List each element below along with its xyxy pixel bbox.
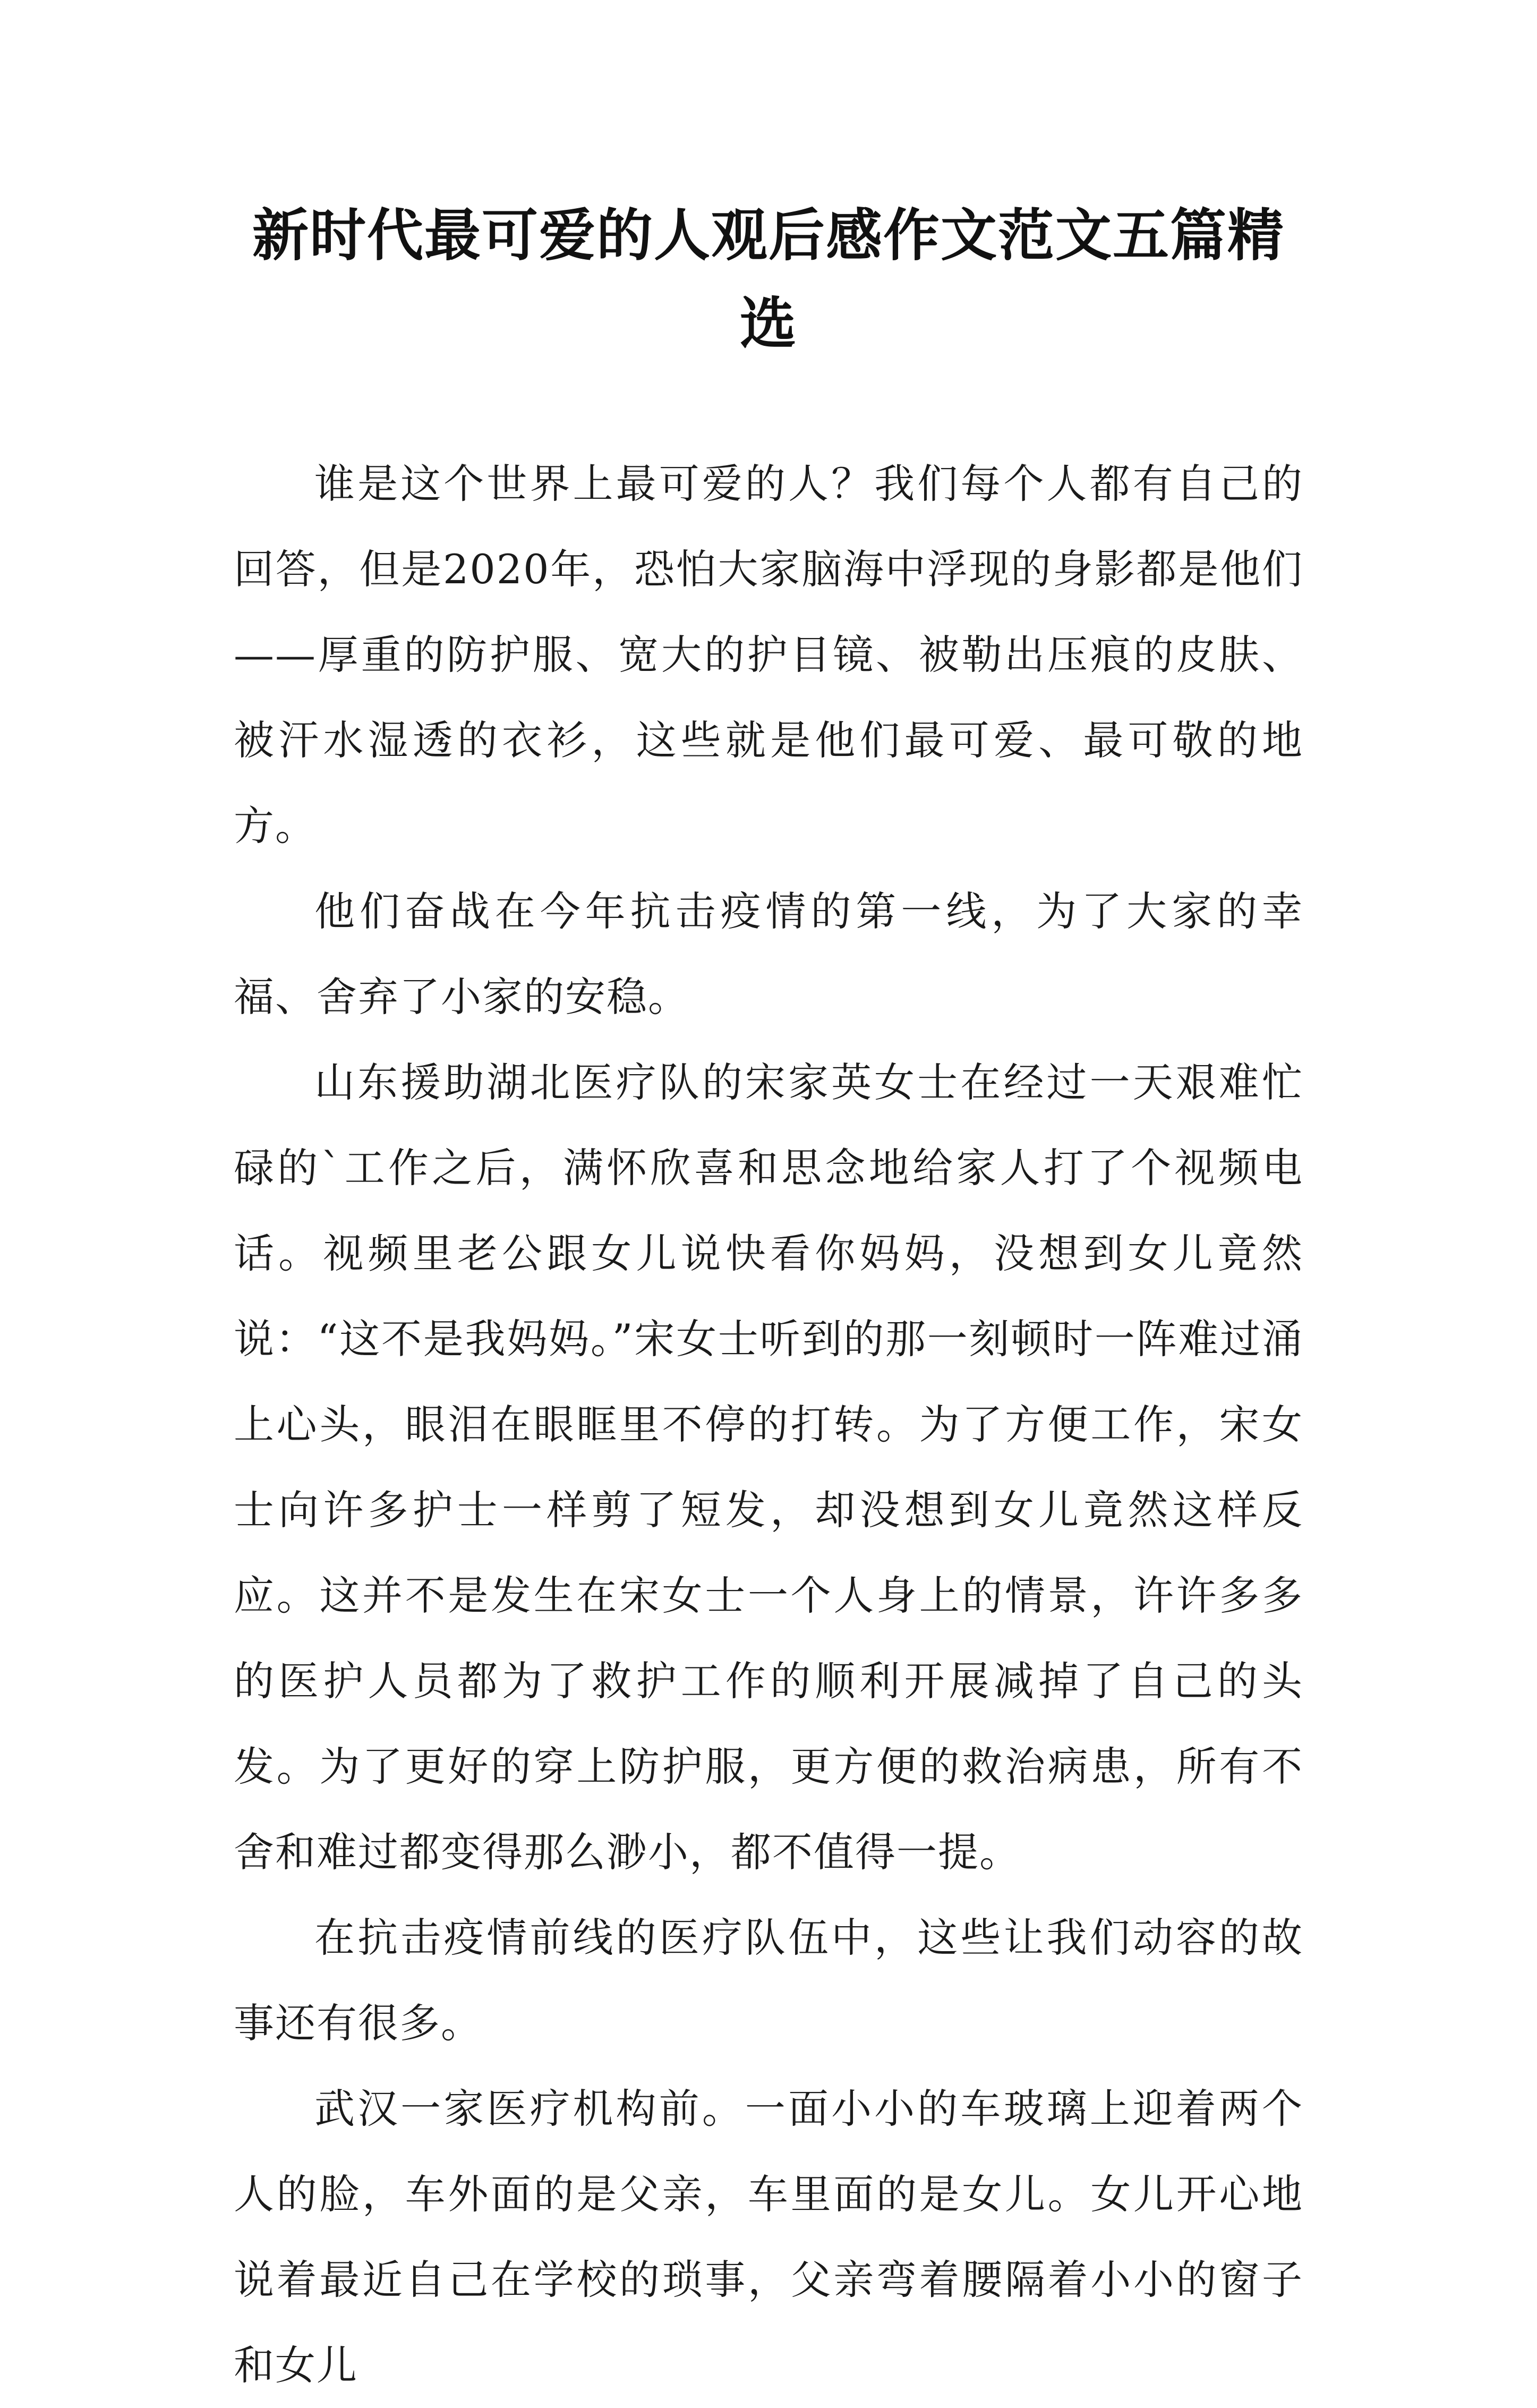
document-title: 新时代最可爱的人观后感作文范文五篇精选 — [252, 202, 1285, 356]
paragraph: 在抗击疫情前线的医疗队伍中，这些让我们动容的故事还有很多。 — [234, 1914, 1303, 2047]
paragraph: 武汉一家医疗机构前。一面小小的车玻璃上迎着两个人的脸，车外面的是父亲，车里面的是女儿。女儿开心地说着最近自己在学校的琐事，父亲弯着腰隔着小小的窗子和女儿 — [234, 2085, 1303, 2389]
paragraph: 谁是这个世界上最可爱的人？我们每个人都有自己的回答，但是2020年，恐怕大家脑海中浮现的身影都是他们——厚重的防护服、宽大的护目镜、被勒出压痕的皮肤、被汗水湿透的衣衫，这些就是他们最可爱、最可敬的地方。 — [234, 460, 1303, 849]
paragraph: 山东援助湖北医疗队的宋家英女士在经过一天艰难忙碌的`工作之后，满怀欣喜和思念地给家人打了个视频电话。视频里老公跟女儿说快看你妈妈，没想到女儿竟然说：“这不是我妈妈。”宋女士听到的那一刻顿时一阵难过涌上心头，眼泪在眼眶里不停的打转。为了方便工作，宋女士向许多护士一样剪了短发，却没想到女儿竟然这样反应。这并不是发生在宋女士一个人身上的情景，许许多多的医护人员都为了救护工作的顺利开展减掉了自己的头发。为了更好的穿上防护服，更方便的救治病患，所有不舍和难过都变得那么渺小，都不值得一提。 — [234, 1059, 1303, 1876]
document-body — [234, 441, 1303, 2408]
paragraph: 他们奋战在今年抗击疫情的第一线，为了大家的幸福、舍弃了小家的安稳。 — [234, 888, 1303, 1020]
